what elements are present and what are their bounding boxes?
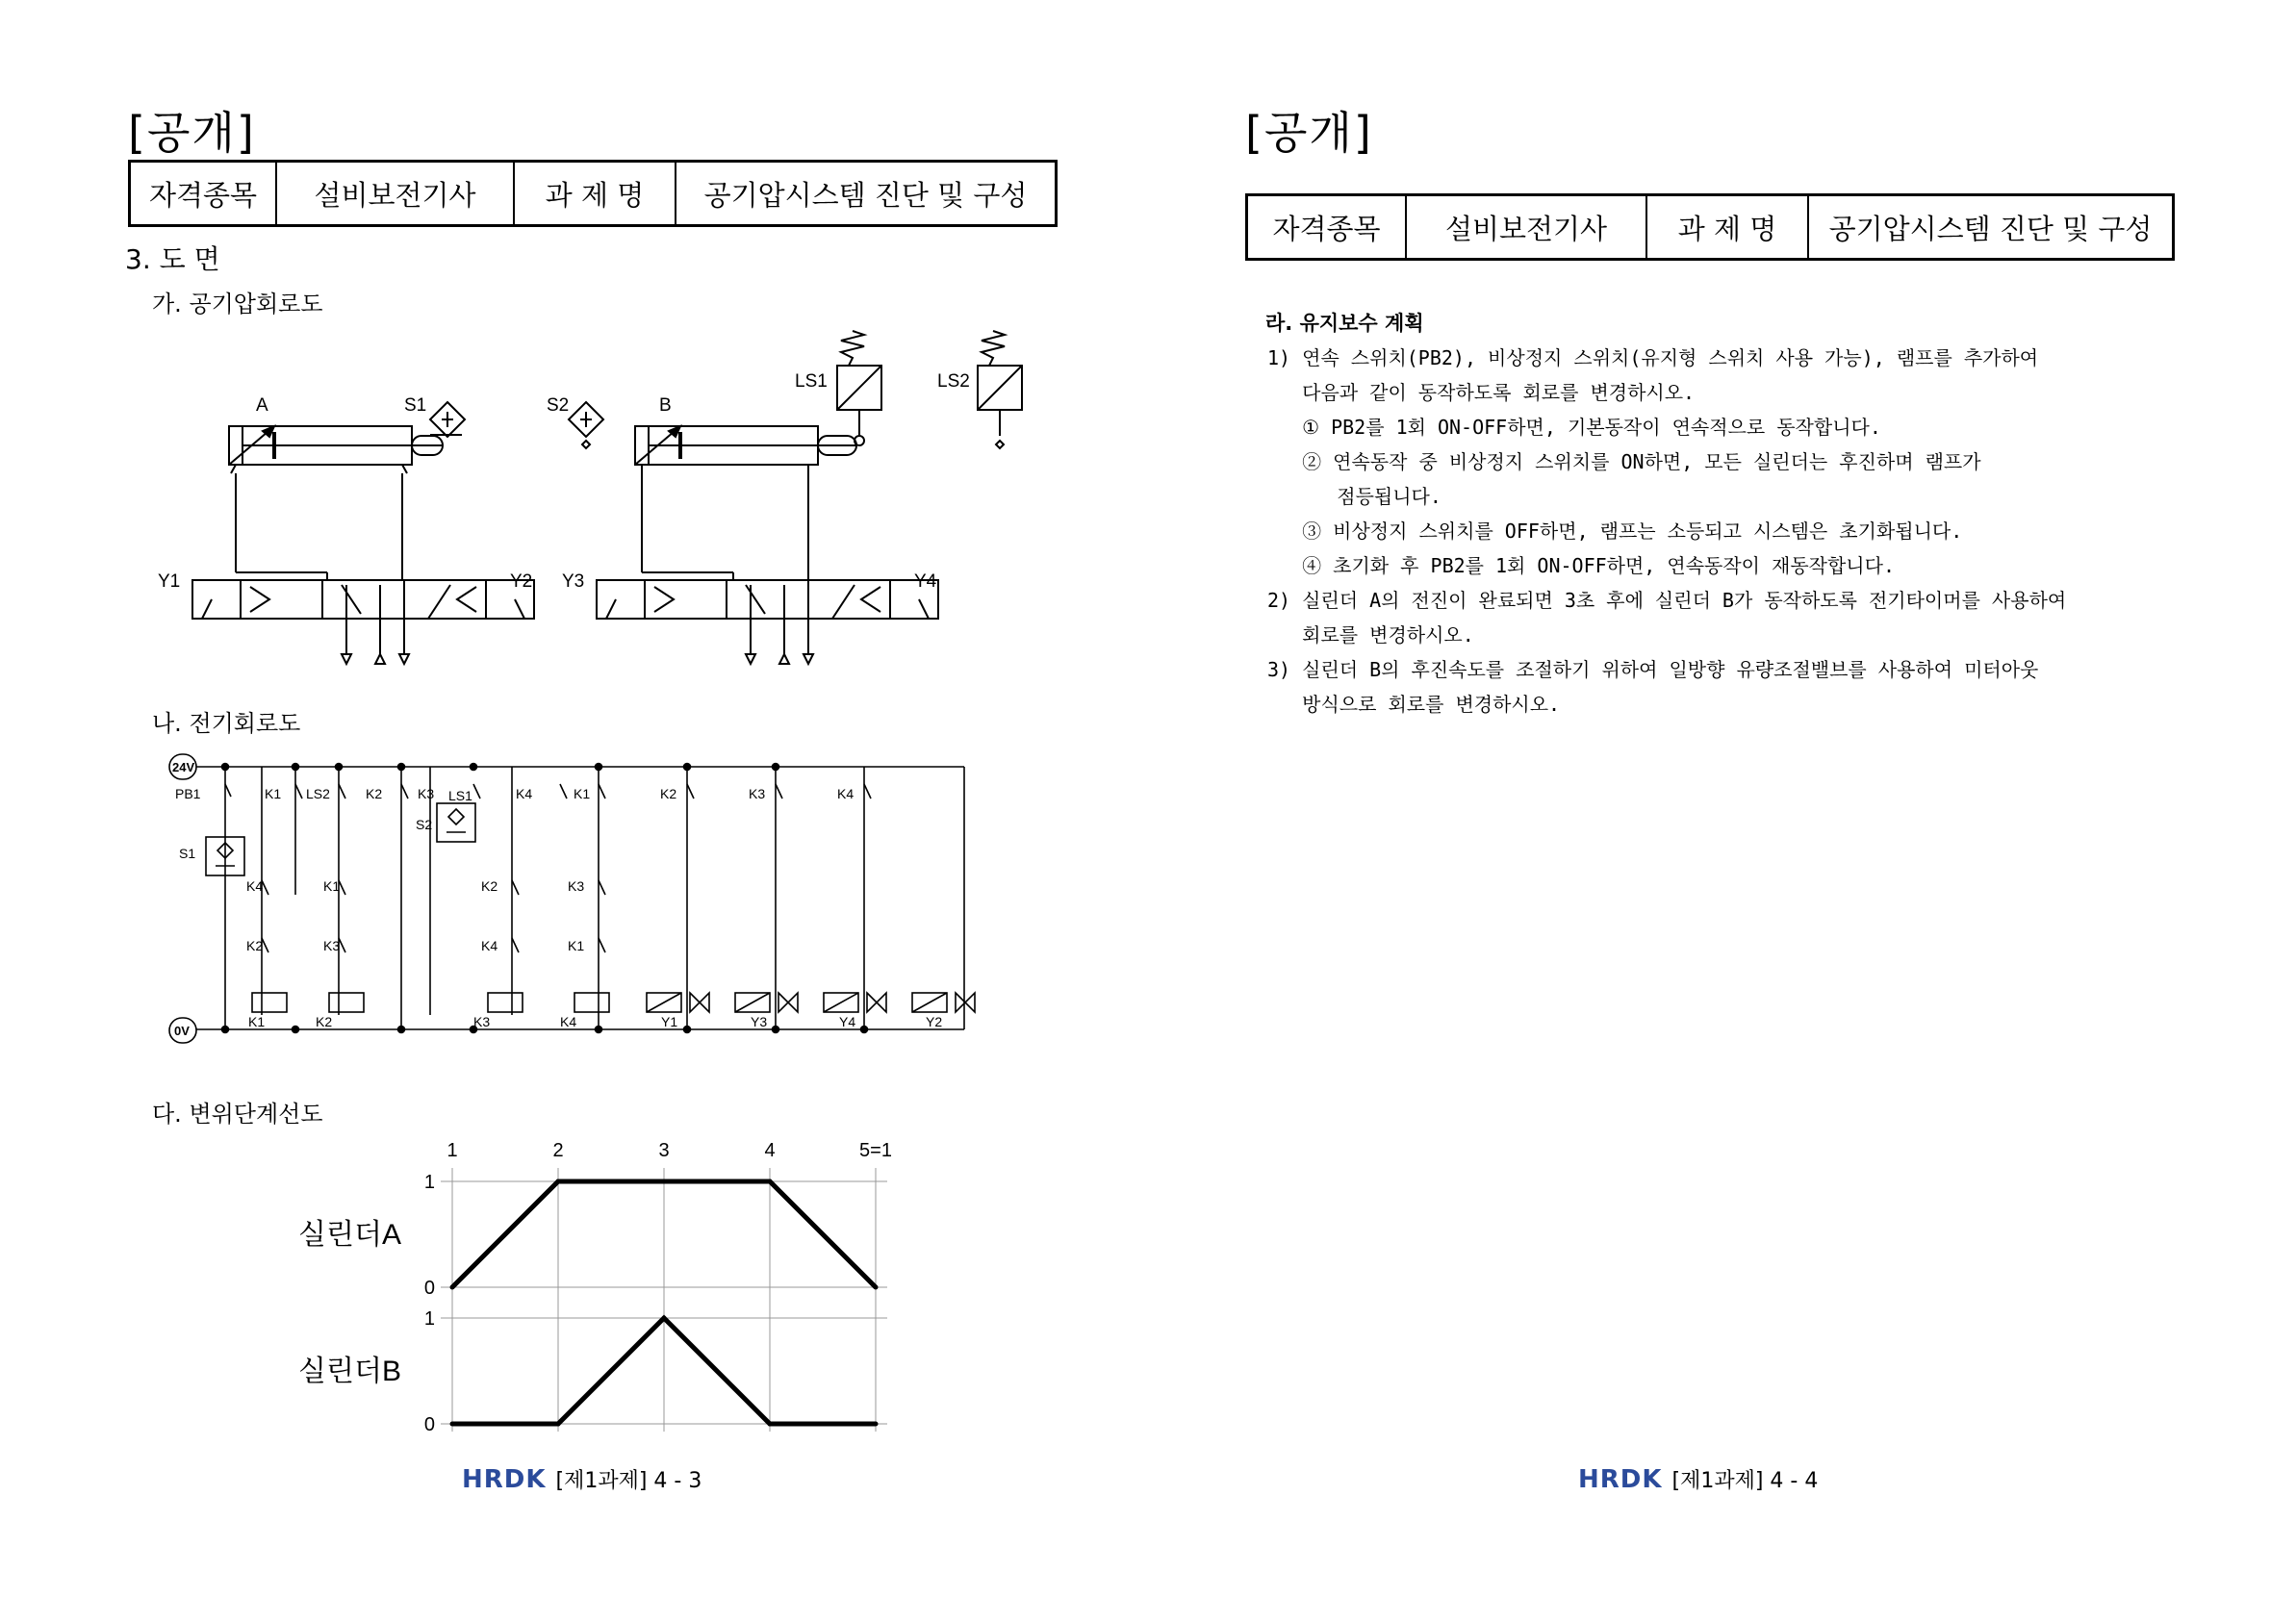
solenoid-coils bbox=[647, 993, 975, 1012]
label-ls1: LS1 bbox=[795, 371, 828, 392]
data-point bbox=[556, 1422, 561, 1427]
right-page bbox=[1148, 0, 2296, 1623]
ls2-limit-valve bbox=[978, 331, 1022, 448]
data-point bbox=[450, 1285, 455, 1290]
label-y2: Y2 bbox=[926, 1014, 943, 1029]
data-point bbox=[556, 1179, 561, 1184]
public-tag: [공개] bbox=[1245, 107, 1373, 159]
label-k3-low: K3 bbox=[323, 938, 341, 953]
data-point bbox=[768, 1179, 773, 1184]
displacement-step-chart bbox=[279, 1135, 914, 1443]
label-k4-top: K4 bbox=[516, 786, 533, 801]
section-title: 3. 도 면 bbox=[125, 243, 220, 275]
header-cell-task-label: 과 제 명 bbox=[1646, 195, 1808, 260]
label-ls1: LS1 bbox=[448, 788, 472, 803]
header-cell-qualification-label: 자격종목 bbox=[1247, 195, 1407, 260]
public-tag: [공개] bbox=[128, 107, 256, 159]
label-s2: S2 bbox=[547, 395, 570, 416]
label-k1-top: K1 bbox=[265, 786, 282, 801]
data-point bbox=[874, 1285, 879, 1290]
label-coil-k1: K1 bbox=[248, 1014, 266, 1029]
label-k3-top: K3 bbox=[418, 786, 435, 801]
plan-line: ① PB2를 1회 ON-OFF하면, 기본동작이 연속적으로 동작합니다. bbox=[1267, 416, 1881, 439]
header-cell-task: 공기압시스템 진단 및 구성 bbox=[1808, 195, 2174, 260]
label-k2-top: K2 bbox=[366, 786, 383, 801]
label-k2-out: K2 bbox=[660, 786, 677, 801]
label-k1-low: K1 bbox=[568, 938, 585, 953]
y-tick-label: 1 bbox=[423, 1308, 435, 1330]
plan-line: ② 연속동작 중 비상정지 스위치를 ON하면, 모든 실린더는 후진하며 램프가 bbox=[1267, 450, 1981, 473]
data-point bbox=[874, 1422, 879, 1427]
maintenance-plan-title: 라. 유지보수 계획 bbox=[1265, 312, 1424, 335]
electric-circuit-diagram bbox=[166, 741, 1032, 1058]
series-label: 실린더B bbox=[298, 1356, 401, 1387]
x-tick-label: 5=1 bbox=[859, 1140, 892, 1161]
ls1-limit-valve bbox=[837, 331, 881, 445]
label-b: B bbox=[659, 395, 672, 416]
pneumatic-title: 가. 공기압회로도 bbox=[152, 291, 323, 317]
plan-line: 2) 실린더 A의 전진이 완료되면 3초 후에 실린더 B가 동작하도록 전기타이머를 사용하여 bbox=[1267, 589, 2067, 612]
plan-line: ④ 초기화 후 PB2를 1회 ON-OFF하면, 연속동작이 재동작합니다. bbox=[1267, 554, 1895, 577]
footer bbox=[1578, 1464, 1818, 1494]
label-k4-out: K4 bbox=[837, 786, 855, 801]
rail-top-label: 24V bbox=[172, 760, 195, 774]
label-s1: S1 bbox=[179, 846, 196, 861]
data-point bbox=[450, 1422, 455, 1427]
y-tick-label: 0 bbox=[423, 1414, 435, 1435]
plan-line: 1) 연속 스위치(PB2), 비상정지 스위치(유지형 스위치 사용 가능), 램프를 추가하여 bbox=[1267, 346, 2039, 369]
junction-dots bbox=[222, 764, 868, 1033]
plan-line: 점등됩니다. bbox=[1267, 485, 1441, 508]
header-table bbox=[128, 160, 1058, 227]
series-label: 실린더A bbox=[298, 1219, 401, 1251]
valve-2 bbox=[597, 580, 938, 664]
header-cell-task-label: 과 제 명 bbox=[514, 162, 676, 226]
x-tick-label: 4 bbox=[764, 1140, 776, 1161]
header-cell-qualification: 설비보전기사 bbox=[276, 162, 514, 226]
label-s2: S2 bbox=[416, 817, 433, 832]
x-tick-label: 2 bbox=[552, 1140, 564, 1161]
s1-sensor-icon bbox=[430, 402, 465, 437]
label-y2: Y2 bbox=[510, 571, 533, 592]
label-y4: Y4 bbox=[839, 1014, 856, 1029]
s2-sensor-icon bbox=[437, 803, 475, 842]
hrdk-logo: HRDK bbox=[462, 1464, 547, 1494]
plan-line: 다음과 같이 동작하도록 회로를 변경하시오. bbox=[1267, 381, 1696, 404]
label-coil-k4: K4 bbox=[560, 1014, 577, 1029]
data-point bbox=[768, 1422, 773, 1427]
label-k1-mid: K1 bbox=[323, 878, 341, 894]
x-tick-label: 1 bbox=[446, 1140, 458, 1161]
plan-line: 3) 실린더 B의 후진속도를 조절하기 위하여 일방향 유량조절밸브를 사용하여 미터아웃 bbox=[1267, 658, 2039, 681]
header-cell-qualification-label: 자격종목 bbox=[130, 162, 277, 226]
pneumatic-circuit-diagram bbox=[144, 327, 1039, 683]
label-k2-mid: K2 bbox=[481, 878, 498, 894]
data-point bbox=[662, 1316, 667, 1321]
label-k3-out: K3 bbox=[749, 786, 766, 801]
electric-title: 나. 전기회로도 bbox=[152, 710, 301, 737]
valve-1 bbox=[192, 580, 534, 664]
label-k2-low: K2 bbox=[246, 938, 264, 953]
cylinder-b bbox=[635, 426, 856, 465]
label-y1: Y1 bbox=[661, 1014, 678, 1029]
maintenance-plan-list bbox=[1267, 341, 2066, 722]
label-coil-k2: K2 bbox=[316, 1014, 333, 1029]
s2-sensor-icon bbox=[569, 402, 603, 448]
header-table bbox=[1245, 193, 2175, 261]
label-y3: Y3 bbox=[751, 1014, 768, 1029]
circuit-columns bbox=[225, 767, 864, 1029]
y-tick-label: 0 bbox=[423, 1278, 435, 1299]
y-tick-label: 1 bbox=[423, 1172, 435, 1193]
page-number: [제1과제] 4 - 3 bbox=[555, 1469, 702, 1493]
plan-line: ③ 비상정지 스위치를 OFF하면, 램프는 소등되고 시스템은 초기화됩니다. bbox=[1267, 520, 1963, 543]
header-cell-task: 공기압시스템 진단 및 구성 bbox=[676, 162, 1057, 226]
label-k1-out: K1 bbox=[574, 786, 591, 801]
rail-bottom-label: 0V bbox=[174, 1024, 190, 1038]
switch-contacts bbox=[225, 784, 871, 952]
label-k3-mid: K3 bbox=[568, 878, 585, 894]
x-tick-label: 3 bbox=[658, 1140, 670, 1161]
hrdk-logo: HRDK bbox=[1578, 1464, 1663, 1494]
label-ls2: LS2 bbox=[937, 371, 970, 392]
label-y4: Y4 bbox=[914, 571, 937, 592]
label-pb1: PB1 bbox=[175, 786, 201, 801]
footer bbox=[462, 1464, 702, 1494]
label-a: A bbox=[256, 395, 268, 416]
plan-line: 방식으로 회로를 변경하시오. bbox=[1267, 693, 1561, 716]
label-k4-low: K4 bbox=[481, 938, 498, 953]
label-k4-mid: K4 bbox=[246, 878, 264, 894]
displacement-title: 다. 변위단계선도 bbox=[152, 1101, 323, 1128]
label-coil-k3: K3 bbox=[473, 1014, 491, 1029]
label-ls2: LS2 bbox=[306, 786, 330, 801]
data-point bbox=[662, 1179, 667, 1184]
label-y1: Y1 bbox=[158, 571, 181, 592]
cylinder-a bbox=[229, 426, 443, 473]
header-cell-qualification: 설비보전기사 bbox=[1406, 195, 1646, 260]
label-s1: S1 bbox=[404, 395, 427, 416]
label-y3: Y3 bbox=[562, 571, 585, 592]
page-number: [제1과제] 4 - 4 bbox=[1671, 1469, 1819, 1493]
plan-line: 회로를 변경하시오. bbox=[1267, 623, 1474, 647]
